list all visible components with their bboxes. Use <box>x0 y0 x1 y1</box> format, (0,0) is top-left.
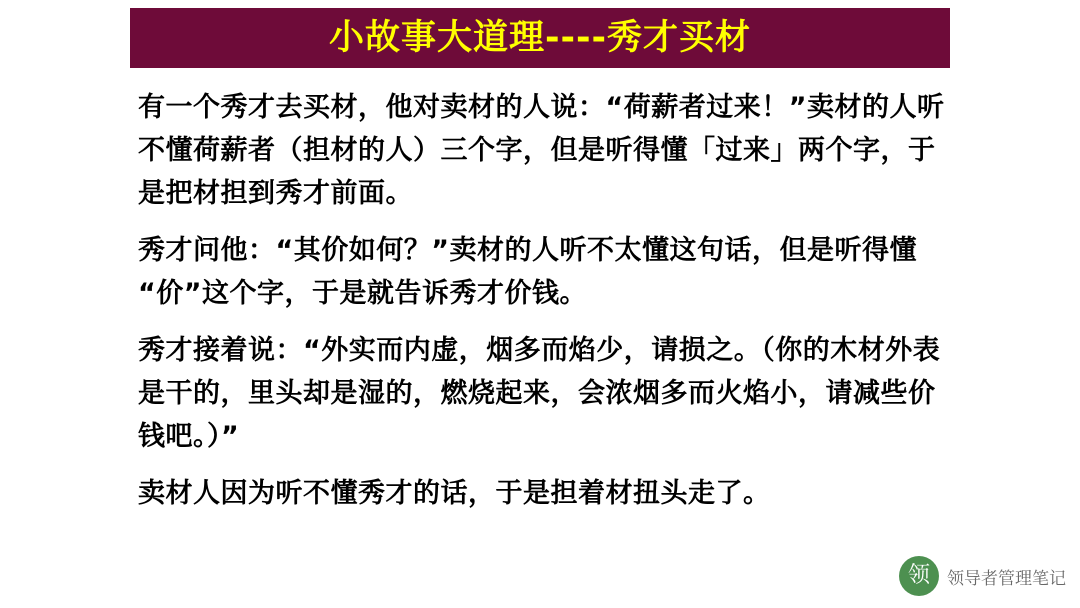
page-title: 小故事大道理----秀才买材 <box>328 17 752 58</box>
watermark-label: 领导者管理笔记 <box>947 568 1066 589</box>
slide-title-bar <box>130 8 950 68</box>
watermark <box>899 556 1066 596</box>
body-paragraph: 秀才接着说：“外实而内虚，烟多而焰少，请损之。（你的木材外表是干的，里头却是湿的，燃烧起来，会浓烟多而火焰小，请减些价钱吧。）” <box>138 335 941 452</box>
slide-body <box>138 86 958 529</box>
body-paragraph: 有一个秀才去买材，他对卖材的人说：“荷薪者过来！”卖材的人听不懂荷薪者（担材的人）三个字，但是听得懂「过来」两个字，于是把材担到秀才前面。 <box>138 92 945 209</box>
body-paragraph: 秀才问他：“其价如何？”卖材的人听不太懂这句话，但是听得懂“价”这个字，于是就告诉秀才价钱。 <box>138 235 917 309</box>
leader-badge-icon: 领 <box>899 556 939 596</box>
body-paragraph: 卖材人因为听不懂秀才的话，于是担着材扭头走了。 <box>138 478 771 509</box>
